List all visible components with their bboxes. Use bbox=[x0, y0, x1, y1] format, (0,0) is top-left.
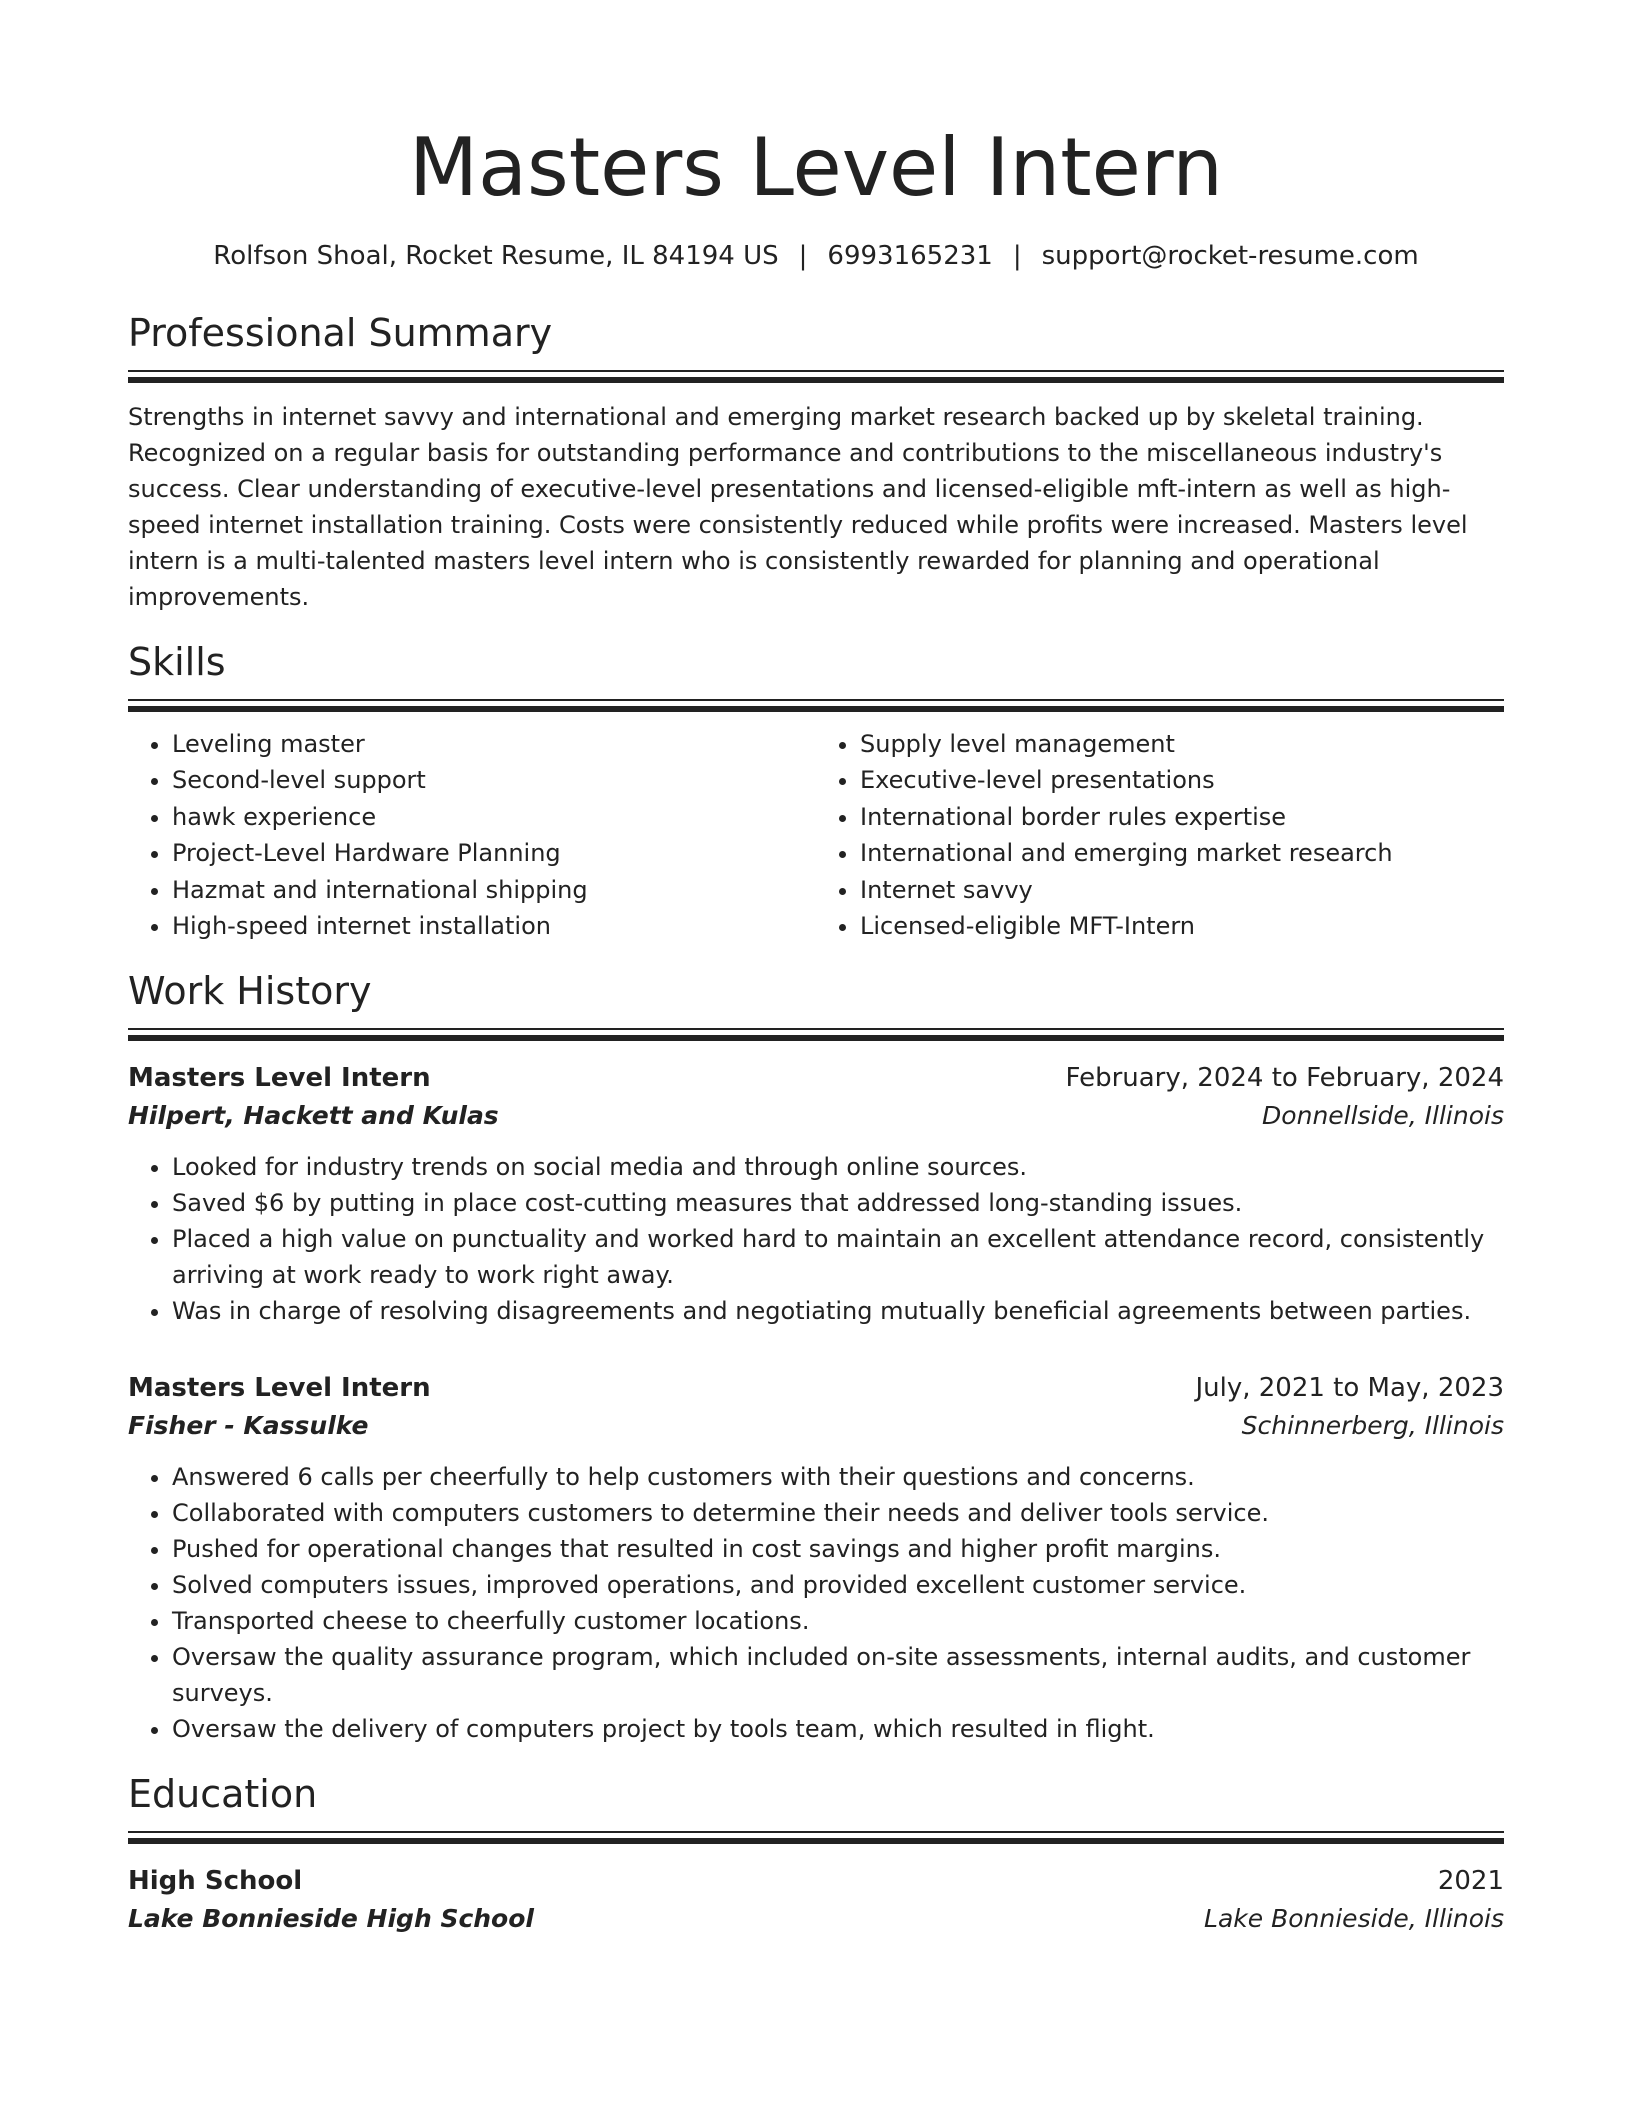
education-section bbox=[128, 1769, 1504, 1938]
job-location: Schinnerberg, Illinois bbox=[1241, 1411, 1504, 1441]
contact-address: Rolfson Shoal, Rocket Resume, IL 84194 US bbox=[213, 241, 779, 271]
job-bullet: • Oversaw the delivery of computers project by tools team, which resulted in flight. bbox=[172, 1711, 1504, 1747]
contact-separator: | bbox=[1012, 241, 1022, 271]
job-bullet: • Transported cheese to cheerfully customer locations. bbox=[172, 1603, 1504, 1639]
section-rule-thick bbox=[128, 377, 1504, 383]
job-header bbox=[128, 1059, 1504, 1097]
education-degree: High School bbox=[128, 1866, 303, 1897]
skills-heading: Skills bbox=[128, 640, 226, 684]
job-bullet: • Answered 6 calls per cheerfully to help customers with their questions and concerns. bbox=[172, 1459, 1504, 1495]
education-location: Lake Bonnieside, Illinois bbox=[1204, 1904, 1504, 1934]
education-school: Lake Bonnieside High School bbox=[128, 1904, 534, 1934]
work-section bbox=[128, 966, 1504, 1747]
education-subheader bbox=[128, 1900, 1504, 1938]
skill-item: • Executive-level presentations bbox=[860, 762, 1504, 798]
job-header bbox=[128, 1369, 1504, 1407]
job-bullet: • Pushed for operational changes that resulted in cost savings and higher profit margins. bbox=[172, 1531, 1504, 1567]
job-entry bbox=[128, 1369, 1504, 1747]
section-rule-thick bbox=[128, 1035, 1504, 1041]
skill-item: • International border rules expertise bbox=[860, 799, 1504, 835]
work-heading: Work History bbox=[128, 969, 372, 1014]
job-dates: February, 2024 to February, 2024 bbox=[1065, 1063, 1504, 1094]
skills-list-left bbox=[128, 726, 816, 944]
skill-item: • Hazmat and international shipping bbox=[172, 872, 816, 908]
job-bullet: • Solved computers issues, improved operations, and provided excellent customer service. bbox=[172, 1567, 1504, 1603]
section-rule bbox=[128, 370, 1504, 372]
section-rule bbox=[128, 1831, 1504, 1833]
section-rule-thick bbox=[128, 706, 1504, 712]
section-rule bbox=[128, 699, 1504, 701]
job-bullet: • Was in charge of resolving disagreements and negotiating mutually beneficial agreements between parties. bbox=[172, 1293, 1504, 1329]
resume-name: Masters Level Intern bbox=[409, 121, 1223, 214]
skill-item: • High-speed internet installation bbox=[172, 908, 816, 944]
job-title: Masters Level Intern bbox=[128, 1063, 431, 1094]
job-bullet: • Saved $6 by putting in place cost-cutting measures that addressed long-standing issues. bbox=[172, 1185, 1504, 1221]
job-bullet: • Oversaw the quality assurance program, which included on-site assessments, internal audits, and customer surveys. bbox=[172, 1639, 1504, 1711]
section-rule-thick bbox=[128, 1838, 1504, 1844]
skill-item: • hawk experience bbox=[172, 799, 816, 835]
job-dates: July, 2021 to May, 2023 bbox=[1195, 1373, 1504, 1404]
skill-item: • Leveling master bbox=[172, 726, 816, 762]
summary-text: Strengths in internet savvy and international and emerging market research backed up by skeletal training. Recognized on a regular basis for outstanding performance and contributions to the miscellaneous industry's success. Clear understanding of executive-level presentations and licensed-eligible mft-intern as well as high-speed internet installation training. Costs were consistently reduced while profits were increased. Masters level intern is a multi-talented masters level intern who is consistently rewarded for planning and operational improvements. bbox=[128, 403, 1468, 611]
job-bullets bbox=[128, 1459, 1504, 1747]
summary-section bbox=[128, 308, 1504, 615]
job-company: Hilpert, Hackett and Kulas bbox=[128, 1101, 499, 1131]
skill-item: • International and emerging market research bbox=[860, 835, 1504, 871]
job-subheader bbox=[128, 1097, 1504, 1135]
job-bullet: • Collaborated with computers customers to determine their needs and deliver tools service. bbox=[172, 1495, 1504, 1531]
skill-item: • Internet savvy bbox=[860, 872, 1504, 908]
section-rule bbox=[128, 1028, 1504, 1030]
summary-heading: Professional Summary bbox=[128, 311, 553, 355]
skills-list-right bbox=[816, 726, 1504, 944]
job-bullets bbox=[128, 1149, 1504, 1329]
education-year: 2021 bbox=[1437, 1866, 1504, 1897]
job-bullet: • Looked for industry trends on social media and through online sources. bbox=[172, 1149, 1504, 1185]
contact-email: support@rocket-resume.com bbox=[1041, 241, 1419, 271]
skill-item: • Project-Level Hardware Planning bbox=[172, 835, 816, 871]
job-bullet: • Placed a high value on punctuality and worked hard to maintain an excellent attendance record, consistently arriving at work ready to work right away. bbox=[172, 1221, 1504, 1293]
job-subheader bbox=[128, 1407, 1504, 1445]
job-company: Fisher - Kassulke bbox=[128, 1411, 369, 1441]
skills-section bbox=[128, 637, 1504, 944]
contact-line bbox=[128, 238, 1504, 274]
job-title: Masters Level Intern bbox=[128, 1373, 431, 1404]
education-heading: Education bbox=[128, 1772, 318, 1817]
contact-separator: | bbox=[798, 241, 808, 271]
education-entry bbox=[128, 1862, 1504, 1938]
contact-phone: 6993165231 bbox=[827, 241, 993, 271]
skill-item: • Supply level management bbox=[860, 726, 1504, 762]
skill-item: • Second-level support bbox=[172, 762, 816, 798]
job-entry bbox=[128, 1059, 1504, 1329]
education-header bbox=[128, 1862, 1504, 1900]
job-location: Donnellside, Illinois bbox=[1262, 1101, 1504, 1131]
skill-item: • Licensed-eligible MFT-Intern bbox=[860, 908, 1504, 944]
skills-columns bbox=[128, 726, 1504, 944]
